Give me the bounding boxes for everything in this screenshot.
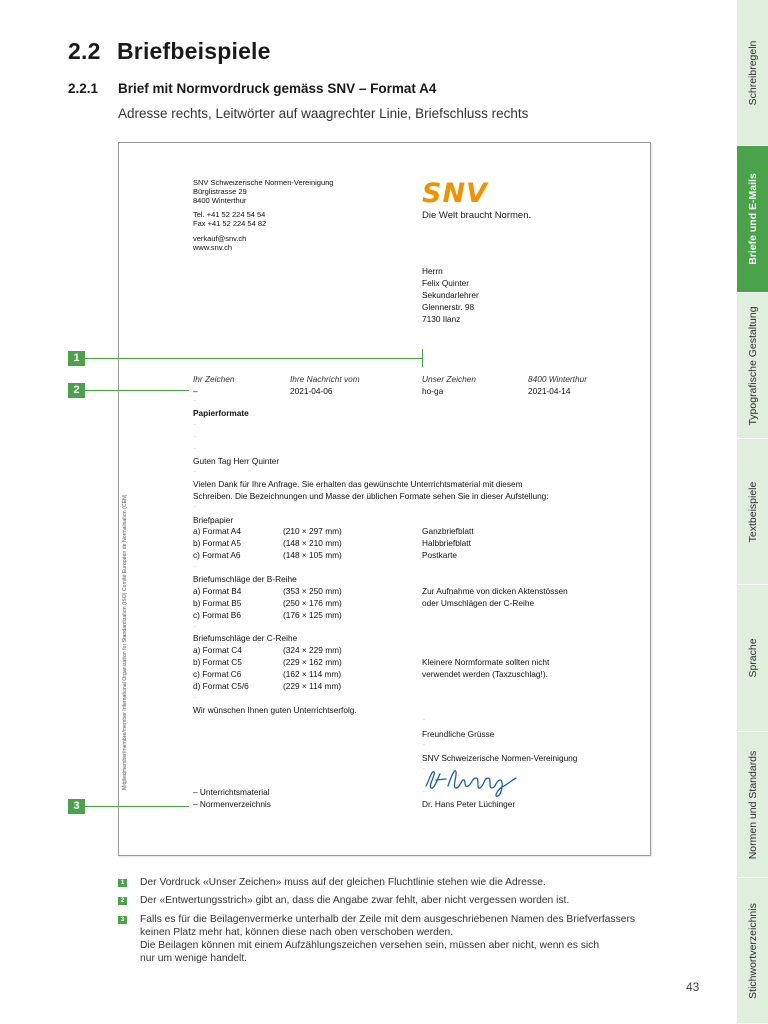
blank-line-dot: ·: [423, 789, 425, 795]
format-name: c) Format A6: [193, 550, 241, 560]
format-size: (148 × 105 mm): [283, 550, 342, 560]
blank-line-dot: ·: [194, 564, 196, 570]
ref-label-ihr-zeichen: Ihr Zeichen: [193, 374, 235, 384]
blank-line-dot: ·: [194, 624, 196, 630]
subsection-description: Adresse rechts, Leitwörter auf waagrechter Linie, Briefschluss rechts: [118, 106, 529, 121]
blank-line-dot: ·: [423, 742, 425, 748]
side-tab-schreibregeln[interactable]: [737, 0, 768, 146]
footnote-text: keinen Platz mehr hat, können diese nach oben verschoben werden.: [140, 927, 454, 938]
footnote-text: Der «Entwertungsstrich» gibt an, dass die Angabe zwar fehlt, aber nicht vergessen worden ist.: [140, 895, 570, 906]
side-tab-label: Briefe und E-Mails: [746, 173, 759, 265]
format-name: c) Format C6: [193, 669, 242, 679]
format-size: (324 × 229 mm): [283, 645, 342, 655]
side-tab-label: Stichwortverzeichnis: [746, 902, 759, 999]
side-tab-label: Sprache: [746, 638, 759, 678]
format-name: d) Format C5/6: [193, 681, 249, 691]
side-tab-sprache[interactable]: [737, 585, 768, 732]
enclosure-item: – Unterrichtsmaterial: [193, 787, 270, 797]
blank-line-dot: ·: [423, 717, 425, 723]
format-size: (229 × 114 mm): [283, 681, 342, 691]
letter-subject: Papierformate: [193, 408, 249, 418]
side-tab-normen-und-standards[interactable]: [737, 732, 768, 878]
ref-value: ho-ga: [422, 386, 444, 396]
recipient-line: Sekundarlehrer: [422, 290, 479, 300]
format-size: (210 × 297 mm): [283, 526, 342, 536]
recipient-line: Glennerstr. 98: [422, 302, 475, 312]
ref-value: –: [193, 386, 198, 396]
side-tab-label: Textbeispiele: [746, 481, 759, 542]
blank-line-dot: ·: [194, 434, 196, 440]
sender-email: verkauf@snv.ch: [193, 234, 247, 243]
ref-label-ort: 8400 Winterthur: [528, 374, 587, 384]
format-name: c) Format B6: [193, 610, 241, 620]
format-size: (176 × 125 mm): [283, 610, 342, 620]
subsection-title: Brief mit Normvordruck gemäss SNV – Format A4: [118, 81, 437, 96]
blank-line-dot: ·: [194, 422, 196, 428]
marker-1-tick: [422, 349, 423, 367]
side-tab-label: Typografische Gestaltung: [746, 305, 759, 426]
ref-label-unser-zeichen: Unser Zeichen: [422, 374, 476, 384]
snv-logo: SNV: [422, 178, 488, 209]
closing-line: Wir wünschen Ihnen guten Unterrichtserfolg.: [193, 705, 357, 715]
sender-tel: Tel. +41 52 224 54 54: [193, 210, 266, 219]
footnote-text: nur um wenige handelt.: [140, 953, 248, 964]
format-note: Kleinere Normformate sollten nicht: [422, 657, 550, 667]
group-title: Briefumschläge der B-Reihe: [193, 574, 297, 584]
footnote-text: Der Vordruck «Unser Zeichen» muss auf der gleichen Fluchtlinie stehen wie die Adresse.: [140, 877, 546, 888]
page-number: 43: [686, 980, 700, 994]
format-size: (229 × 162 mm): [283, 657, 342, 667]
salutation: Guten Tag Herr Quinter: [193, 456, 280, 466]
subsection-number: 2.2.1: [68, 81, 99, 96]
body-line: Schreiben. Die Bezeichnungen und Masse der üblichen Formate sehen Sie in dieser Aufstellung:: [193, 491, 549, 501]
format-name: a) Format A4: [193, 526, 241, 536]
blank-line-dot: ·: [194, 469, 196, 475]
sender-street: Bürglistrasse 29: [193, 187, 247, 196]
blank-line-dot: ·: [194, 446, 196, 452]
body-line: Vielen Dank für Ihre Anfrage. Sie erhalten das gewünschte Unterrichtsmaterial mit diesem: [193, 479, 523, 489]
footnote-text: Falls es für die Beilagenvermerke unterhalb der Zeile mit dem ausgeschriebenen Namen des Briefverfassers: [140, 914, 636, 925]
format-note: verwendet werden (Taxzuschlag!).: [422, 669, 548, 679]
blank-line-dot: ·: [194, 504, 196, 510]
marker-2: 2: [68, 383, 85, 398]
ref-value: 2021-04-14: [528, 386, 571, 396]
format-name: b) Format A5: [193, 538, 241, 548]
blank-line-dot: ·: [194, 398, 196, 404]
sender-web: www.snv.ch: [193, 243, 233, 252]
format-name: b) Format B5: [193, 598, 242, 608]
marker-2-line: [85, 390, 189, 391]
format-name: a) Format C4: [193, 645, 242, 655]
section-number: 2.2: [68, 38, 101, 64]
snv-tagline: Die Welt braucht Normen.: [422, 210, 532, 221]
format-name: a) Format B4: [193, 586, 242, 596]
section-title: Briefbeispiele: [117, 38, 271, 64]
format-size: (148 × 210 mm): [283, 538, 342, 548]
marker-1: 1: [68, 351, 85, 366]
ref-label-ihre-nachricht: Ihre Nachricht vom: [290, 374, 360, 384]
sender-fax: Fax +41 52 224 54 82: [193, 219, 267, 228]
membership-note: Mitgliedmember/membre/member International Organization for Standardization (ISO) Comité Européen de Normalisation (CEN): [122, 494, 128, 790]
side-tab-stichwortverzeichnis[interactable]: [737, 878, 768, 1024]
footnote-number: 1: [118, 879, 127, 887]
side-tab-textbeispiele[interactable]: [737, 439, 768, 585]
recipient-line: 7130 Ilanz: [422, 314, 461, 324]
side-tab-label: Normen und Standards: [746, 750, 759, 859]
format-size: (353 × 250 mm): [283, 586, 342, 596]
sender-name: SNV Schweizerische Normen-Vereinigung: [193, 178, 334, 187]
format-note: Postkarte: [422, 550, 458, 560]
group-title: Briefpapier: [193, 515, 234, 525]
side-tab-typografische-gestaltung[interactable]: [737, 293, 768, 439]
format-note: Halbbriefblatt: [422, 538, 471, 548]
footnote-number: 3: [118, 916, 127, 924]
format-size: (162 × 114 mm): [283, 669, 342, 679]
handwritten-signature: [422, 764, 522, 798]
format-note: oder Umschlägen der C-Reihe: [422, 598, 535, 608]
recipient-line: Felix Quinter: [422, 278, 470, 288]
group-title: Briefumschläge der C-Reihe: [193, 633, 298, 643]
side-tab-briefe-und-e-mails[interactable]: [737, 146, 768, 293]
signer-name: Dr. Hans Peter Lüchinger: [422, 799, 516, 809]
greeting: Freundliche Grüsse: [422, 729, 495, 739]
blank-line-dot: ·: [423, 766, 425, 772]
format-note: Zur Aufnahme von dicken Aktenstössen: [422, 586, 568, 596]
company-name: SNV Schweizerische Normen-Vereinigung: [422, 753, 578, 763]
side-tab-label: Schreibregeln: [746, 40, 759, 105]
format-name: b) Format C5: [193, 657, 242, 667]
sender-city: 8400 Winterthur: [193, 196, 247, 205]
marker-3: 3: [68, 799, 85, 814]
marker-1-line: [85, 358, 423, 359]
footnote-number: 2: [118, 897, 127, 905]
format-note: Ganzbriefblatt: [422, 526, 474, 536]
ref-value: 2021-04-06: [290, 386, 333, 396]
enclosure-item: – Normenverzeichnis: [193, 799, 271, 809]
marker-3-line: [85, 806, 189, 807]
blank-line-dot: ·: [194, 695, 196, 701]
footnote-text: Die Beilagen können mit einem Aufzählungszeichen versehen sein, müssen aber nicht, wenn es sich: [140, 940, 600, 951]
recipient-line: Herrn: [422, 266, 443, 276]
format-size: (250 × 176 mm): [283, 598, 342, 608]
